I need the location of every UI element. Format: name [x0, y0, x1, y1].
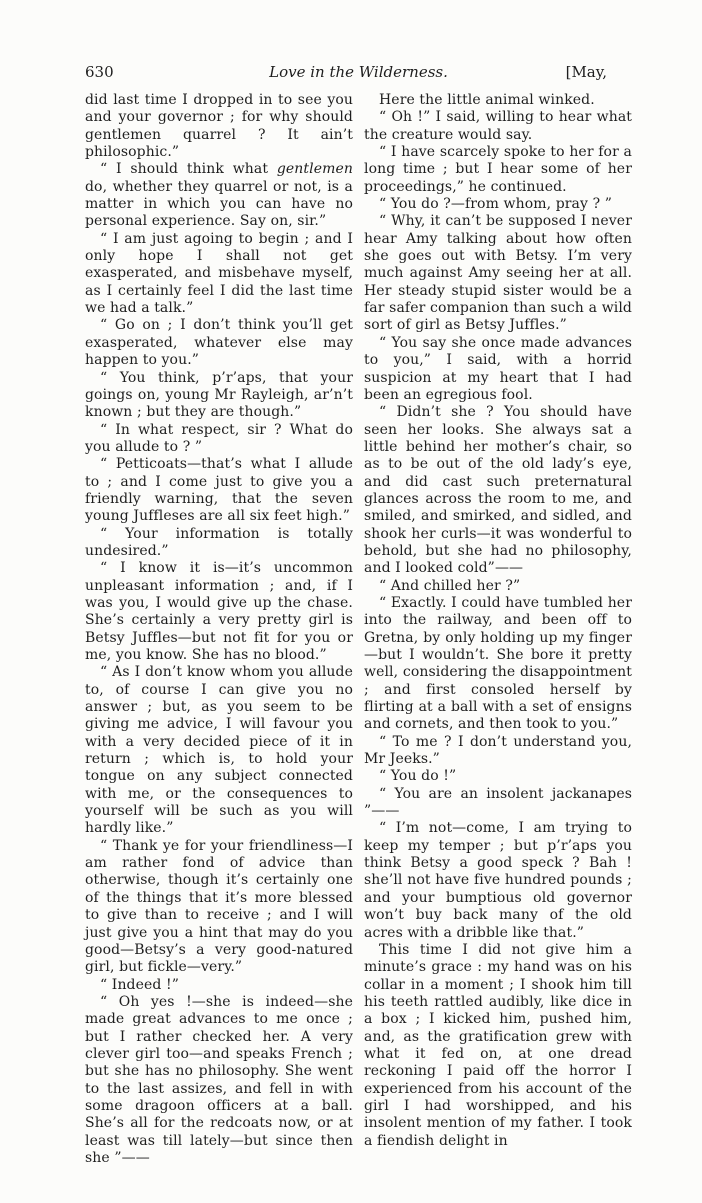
issue-date: [May,: [565, 63, 607, 81]
paragraph: “ I should think what gentlemen do, whether they quarrel or not, is a matter in which you can have no personal experience. Say on, sir.”: [85, 161, 353, 230]
paragraph: “ You think, p’r’aps, that your goings on, young Mr Rayleigh, ar’n’t known ; but they are though.”: [85, 369, 353, 421]
paragraph: “ Go on ; I don’t think you’ll get exasperated, whatever else may happen to you.”: [85, 317, 353, 369]
paragraph: “ Thank ye for your friendliness—I am rather fond of advice than otherwise, though it’s certainly one of the things that it’s more blessed to give than to receive ; and I will just give you a hint that may do you good—Betsy’s a very good-natured girl, but fickle—very.”: [85, 837, 353, 976]
paragraph: did last time I dropped in to see you and your governor ; for why should gentlemen quarrel ? It ain’t philosophic.”: [85, 92, 353, 161]
paragraph: Here the little animal winked.: [379, 92, 595, 108]
paragraph: “ You say she once made advances to you,” I said, with a horrid suspicion at my heart that I had been an egregious fool.: [364, 334, 632, 403]
paragraph: “ You are an insolent jackanapes ”——: [364, 785, 632, 820]
paragraph: “ In what respect, sir ? What do you allude to ? ”: [85, 421, 353, 455]
paragraph: “ Oh !” I said, willing to hear what the creature would say.: [364, 109, 632, 143]
paragraph: “ Oh yes !—she is indeed—she made great advances to me once ; but I rather checked her. A very clever girl too—and speaks French ; but she has no philosophy. She went to the last assizes, and fell in with some dragoon officers at a ball. She’s all for the redcoats now, or at least was till lately—but since then she ”——: [85, 993, 353, 1166]
right-column: [364, 92, 632, 1167]
paragraph: “ I’m not—come, I am trying to keep my temper ; but p’r’aps you think Betsy a good speck ? Bah ! she’ll not have five hundred pounds ; and your bumptious old governor won’t buy back many of the old acres with a dribble like that.”: [364, 820, 632, 941]
paragraph: “ Exactly. I could have tumbled her into the railway, and been off to Gretna, by only holding up my finger—but I wouldn’t. She bore it pretty well, considering the disappointment ; and first consoled herself by flirting at a ball with a set of ensigns and cornets, and then took to you.”: [364, 594, 632, 733]
paragraph: “ I am just agoing to begin ; and I only hope I shall not get exasperated, and misbehave myself, as I certainly feel I did the last time we had a talk.”: [85, 230, 353, 317]
paragraph: “ You do !”: [379, 768, 457, 785]
paragraph: “ And chilled her ?”: [379, 577, 521, 594]
paragraph: “ Petticoats—that’s what I allude to ; and I come just to give you a friendly warning, that the seven young Juffleses are all six feet high.”: [85, 456, 353, 525]
text-columns: [85, 92, 632, 1167]
page-header: [85, 63, 632, 85]
paragraph: “ To me ? I don’t understand you, Mr Jeeks.”: [364, 733, 632, 768]
paragraph: “ I have scarcely spoke to her for a long time ; but I hear some of her proceedings,” he continued.: [364, 144, 632, 195]
left-column: [85, 92, 353, 1167]
paragraph: “ I know it is—it’s uncommon unpleasant information ; and, if I was you, I would give up the chase. She’s certainly a very pretty girl is Betsy Juffles—but not fit for you or me, you know. She has no blood.”: [85, 560, 353, 663]
page-number: 630: [85, 63, 114, 81]
running-title: Love in the Wilderness.: [269, 63, 448, 81]
paragraph: “ Your information is totally undesired.”: [85, 525, 353, 559]
paragraph: “ Why, it can’t be supposed I never hear Amy talking about how often she goes out with Betsy. I’m very much against Amy seeing her at all. Her steady stupid sister would be a far safer companion than such a wild sort of girl as Betsy Juffles.”: [364, 213, 632, 334]
paragraph: “ You do ?—from whom, pray ? ”: [379, 196, 612, 213]
paragraph: This time I did not give him a minute’s grace : my hand was on his collar in a moment ; I shook him till his teeth rattled audibly, like dice in a box ; I kicked him, pushed him, and, as the gratification grew with what it fed on, at one dread reckoning I paid off the horror I experienced from his account of the girl I had worshipped, and his insolent mention of my father. I took a fiendish delight in: [364, 941, 632, 1149]
paragraph: “ Indeed !”: [100, 976, 179, 993]
paragraph: “ Didn’t she ? You should have seen her looks. She always sat a little behind her mother’s chair, so as to be out of the old lady’s eye, and did cast such preternatural glances across the room to me, and smiled, and smirked, and sidled, and shook her curls—it was wonderful to behold, but she had no philosophy, and I looked cold”——: [364, 404, 632, 577]
paragraph: “ As I don’t know whom you allude to, of course I can give you no answer ; but, as you seem to be giving me advice, I will favour you with a very decided piece of it in return ; which is, to hold your tongue on any subject connected with me, or the consequences to yourself will be such as you will hardly like.”: [85, 664, 353, 837]
